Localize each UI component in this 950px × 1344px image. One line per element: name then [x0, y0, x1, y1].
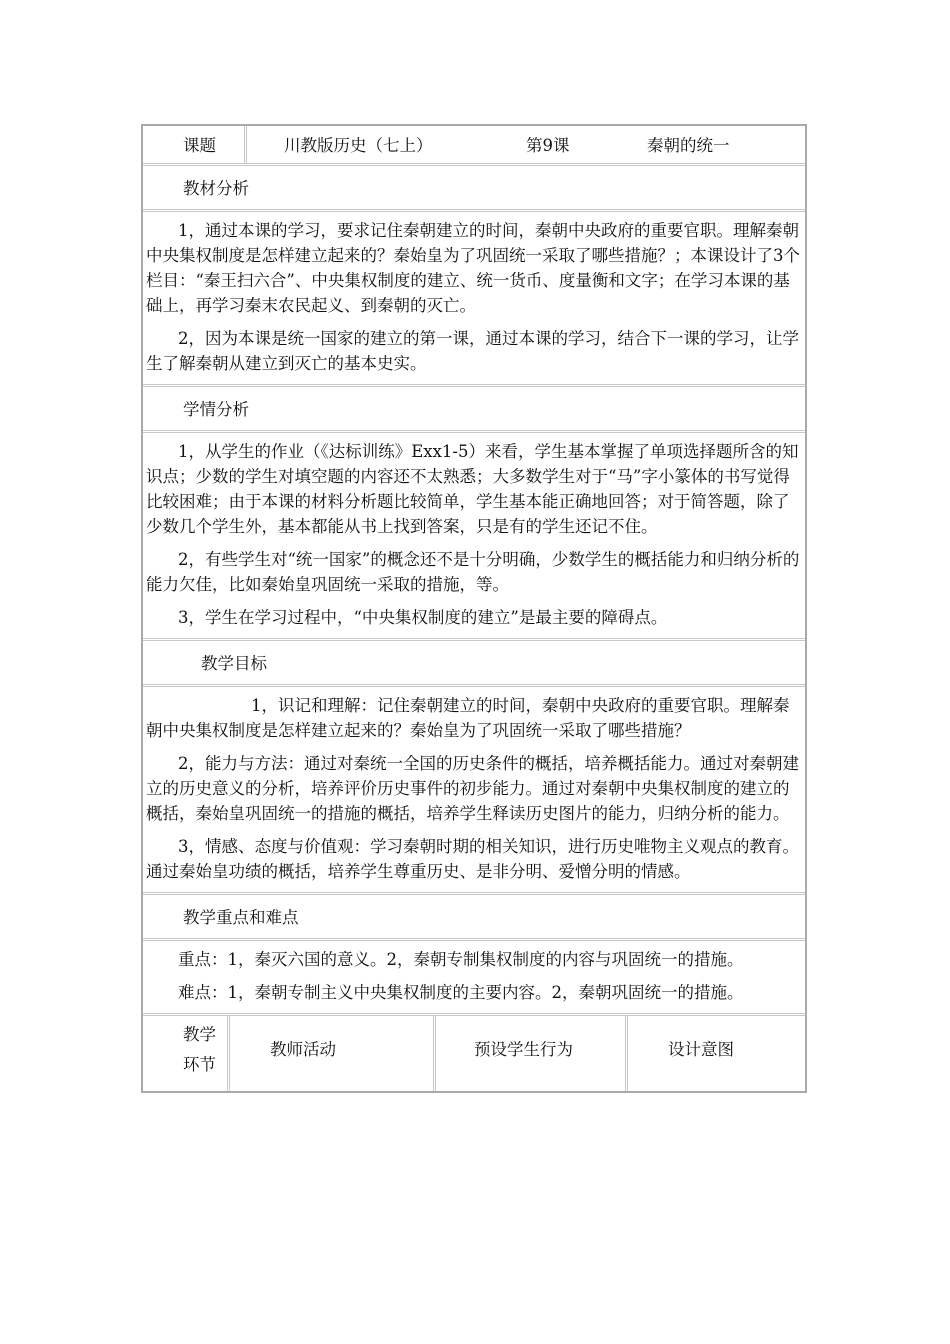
paragraph: 1，识记和理解：记住秦朝建立的时间，秦朝中央政府的重要官职。理解秦朝中央集权制度是怎样建立起来的？秦始皇为了巩固统一采取了哪些措施？: [146, 696, 790, 740]
textbook-name: 川教版历史（七上）: [284, 136, 433, 155]
section-heading: 教学目标: [201, 654, 267, 673]
section-body-goals: [143, 687, 805, 895]
paragraph: 3，学生在学习过程中，“中央集权制度的建立”是最主要的障碍点。: [178, 608, 668, 627]
column-intent: 设计意图: [668, 1040, 734, 1059]
paragraph: 3，情感、态度与价值观：学习秦朝时期的相关知识，进行历史唯物主义观点的教育。通过秦始皇功绩的概括，培养学生尊重历史、是非分明、爱憎分明的情感。: [146, 837, 799, 881]
column-stage: [143, 1016, 230, 1091]
section-heading-students: [143, 387, 805, 433]
column-student: 预设学生行为: [436, 1016, 628, 1091]
section-heading: 教学重点和难点: [183, 908, 299, 927]
paragraph: 2，有些学生对“统一国家”的概念还不是十分明确，少数学生的概括能力和归纳分析的能力欠佳，比如秦始皇巩固统一采取的措施，等。: [146, 550, 800, 594]
section-heading-textbook: [143, 166, 805, 212]
paragraph: 1，从学生的作业（《达标训练》Exx1-5）来看，学生基本掌握了单项选择题所含的知识点；少数的学生对填空题的内容还不太熟悉；大多数学生对于“马”字小篆体的书写觉得比较困难；由于本课的材料分析题比较简单，学生基本能正确地回答；对于简答题，除了少数几个学生外，基本都能从书上找到答案，只是有的学生还记不住。: [146, 442, 799, 536]
section-heading-goals: [143, 641, 805, 687]
paragraph: 2，能力与方法：通过对秦统一全国的历史条件的概括，培养概括能力。通过对秦朝建立的历史意义的分析，培养评价历史事件的初步能力。通过对秦朝中央集权制度的建立的概括，秦始皇巩固统一的措施的概括，培养学生释读历史图片的能力，归纳分析的能力。: [146, 754, 799, 823]
key-point: 重点：1，秦灭六国的意义。2，秦朝专制集权制度的内容与巩固统一的措施。: [178, 950, 744, 969]
lesson-title: [247, 126, 805, 163]
stage-line-1: 教学: [183, 1025, 216, 1044]
difficult-point: 难点：1，秦朝专制主义中央集权制度的主要内容。2，秦朝巩固统一的措施。: [178, 983, 744, 1002]
section-heading: 学情分析: [183, 400, 249, 419]
section-body-textbook: [143, 212, 805, 387]
paragraph: 2，因为本课是统一国家的建立的第一课，通过本课的学习，结合下一课的学习，让学生了解秦朝从建立到灭亡的基本史实。: [146, 329, 799, 373]
paragraph: 1，通过本课的学习，要求记住秦朝建立的时间，秦朝中央政府的重要官职。理解秦朝中央集权制度是怎样建立起来的？秦始皇为了巩固统一采取了哪些措施？；本课设计了3个栏目：“秦王扫六合”、中央集权制度的建立、统一货币、度量衡和文字；在学习本课的基础上，再学习秦末农民起义、到秦朝的灭亡。: [146, 221, 800, 315]
title-row: [143, 126, 805, 166]
activity-columns-row: [143, 1016, 805, 1091]
section-body-keypoints: [143, 941, 805, 1016]
lesson-number: 第9课: [526, 136, 570, 155]
lesson-plan-table: [141, 124, 807, 1093]
column-teacher: 教师活动: [230, 1016, 436, 1091]
section-heading: 教材分析: [183, 179, 249, 198]
stage-line-2: 环节: [183, 1055, 216, 1074]
topic-label: 课题: [143, 126, 247, 163]
lesson-topic: 秦朝的统一: [647, 136, 730, 155]
section-body-students: [143, 433, 805, 641]
section-heading-keypoints: [143, 895, 805, 941]
